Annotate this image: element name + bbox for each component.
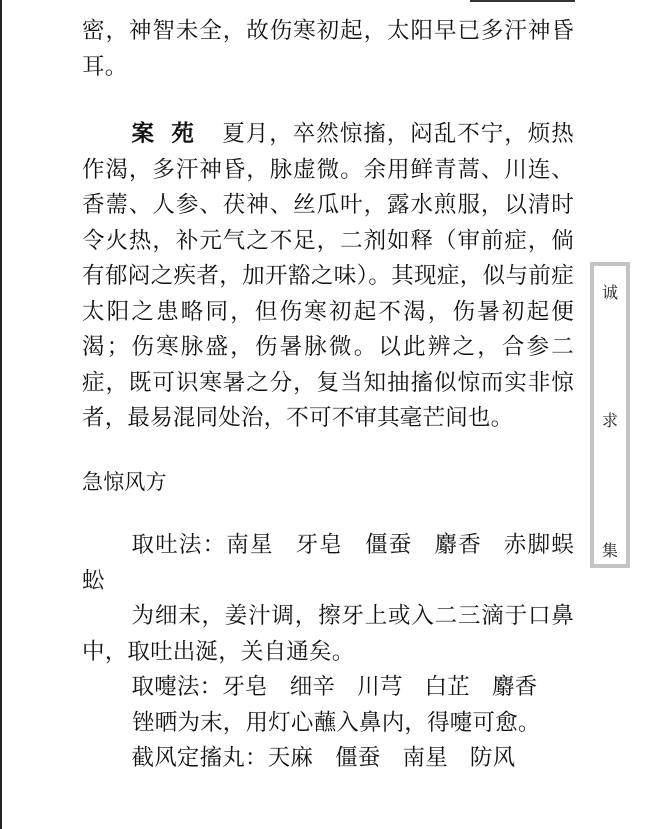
herb: 麝香 <box>491 674 538 700</box>
herb: 防风 <box>469 745 516 771</box>
side-tab-char: 求 <box>601 411 618 430</box>
formula-2-label: 取嚏法： <box>131 674 223 700</box>
top-rule <box>470 0 575 2</box>
formula-3-label: 截风定搐丸： <box>131 745 268 771</box>
herb: 僵蚕 <box>335 745 381 771</box>
herb: 牙皂 <box>295 532 344 558</box>
side-tab-char: 诚 <box>601 283 618 302</box>
case-label: 案 苑 <box>131 121 199 147</box>
herb: 川芎 <box>357 674 403 700</box>
side-tab <box>590 262 630 568</box>
case-text: 夏月，卒然惊搐，闷乱不宁，烦热作渴，多汗神昏，脉虚微。余用鲜青蒿、川连、香薷、人参、茯神、丝瓜叶，露水煎服，以清时令火热，补元气之不足，二剂如释（审前症，倘有郁闷之疾者，加开豁之味）。其现症，似与前症太阳之患略同，但伤寒初起不渴，伤暑初起便渴；伤寒脉盛，伤暑脉微。以此辨之，合参二症，既可识寒暑之分，复当知抽搐似惊而实非惊者，最易混同处治，不可不审其毫芒间也。 <box>82 121 574 431</box>
herb: 白芷 <box>424 674 470 700</box>
side-tab-char: 集 <box>601 541 618 560</box>
document-body <box>82 14 574 777</box>
spacer <box>82 437 574 465</box>
formula-1-label: 取吐法： <box>131 532 227 558</box>
herb: 僵蚕 <box>365 532 413 558</box>
herb: 麝香 <box>434 532 482 558</box>
formula-2-method: 锉晒为末，用灯心蘸入鼻内，得嚏可愈。 <box>132 709 541 736</box>
paragraph-1: 密，神智未全，故伤寒初起，太阳早已多汗神昏耳。 <box>82 18 574 80</box>
spacer <box>82 85 574 117</box>
formula-1-method: 为细末，姜汁调，擦牙上或入二三滴于口鼻中，取吐出涎，关自通矣。 <box>82 603 574 665</box>
section-title: 急惊风方 <box>82 469 167 494</box>
paragraph-2 <box>82 117 574 437</box>
herb: 赤脚蜈蚣 <box>82 532 575 594</box>
page-left-rule <box>0 0 2 829</box>
herb: 牙皂 <box>222 674 268 700</box>
formula-1 <box>82 528 574 599</box>
herb: 南星 <box>402 745 448 771</box>
herb: 天麻 <box>267 745 314 771</box>
herb: 细辛 <box>289 674 336 700</box>
formula-3 <box>82 741 574 777</box>
herb: 南星 <box>226 532 274 558</box>
formula-2 <box>82 670 574 706</box>
spacer <box>82 500 574 528</box>
